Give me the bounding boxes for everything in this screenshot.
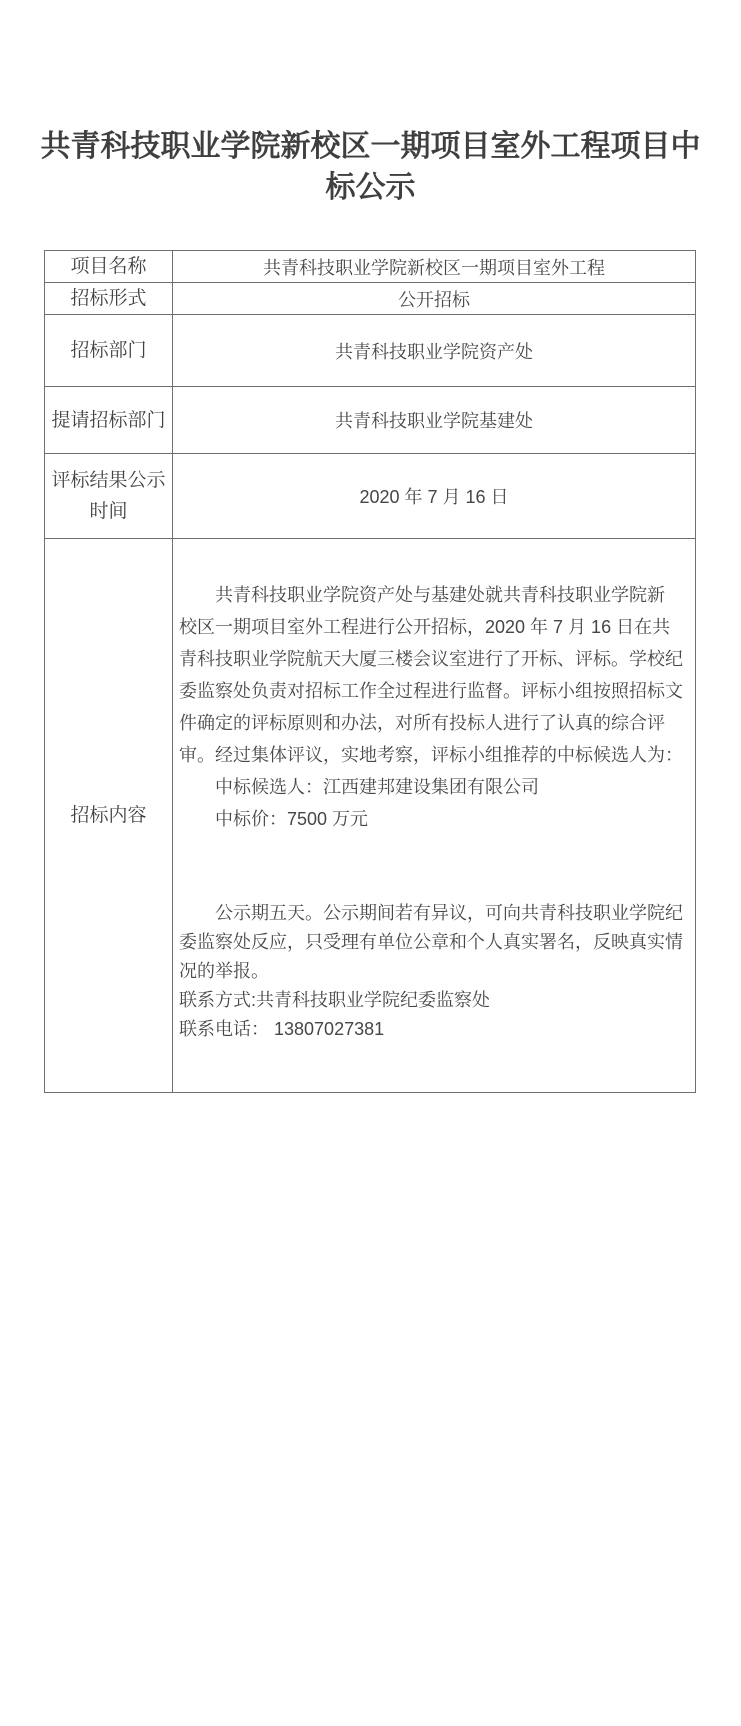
table-row-requesting-department xyxy=(45,387,696,454)
content-line: 委监察处负责对招标工作全过程进行监督。评标小组按照招标文 xyxy=(179,681,683,701)
title-line-1: 共青科技职业学院新校区一期项目室外工程项目中 xyxy=(40,130,701,163)
content-line: 件确定的评标原则和办法，对所有投标人进行了认真的综合评 xyxy=(179,713,665,733)
row-value-bid-form: 公开招标 xyxy=(173,283,696,315)
row-label-result-publicity-time: 评标结果公示时间 xyxy=(45,454,173,539)
table-row-bid-content xyxy=(45,539,696,1093)
blank-space xyxy=(179,835,689,899)
document-page xyxy=(0,126,741,1726)
row-label-bid-department: 招标部门 xyxy=(45,315,173,387)
row-value-result-publicity-time: 2020 年 7 月 16 日 xyxy=(173,454,696,539)
content-line: 委监察处反应，只受理有单位公章和个人真实署名，反映真实情 xyxy=(179,932,683,952)
content-line: 校区一期项目室外工程进行公开招标，2020 年 7 月 16 日在共 xyxy=(179,617,671,637)
row-value-bid-department: 共青科技职业学院资产处 xyxy=(173,315,696,387)
content-line-winner: 中标候选人：江西建邦建设集团有限公司 xyxy=(215,777,539,797)
table-row-bid-department xyxy=(45,315,696,387)
content-line-contact: 联系方式:共青科技职业学院纪委监察处 xyxy=(179,990,490,1010)
table-row-project-name xyxy=(45,251,696,283)
page-title xyxy=(40,126,701,208)
row-value-project-name: 共青科技职业学院新校区一期项目室外工程 xyxy=(173,251,696,283)
content-line: 公示期五天。公示期间若有异议，可向共青科技职业学院纪 xyxy=(215,903,683,923)
row-label-project-name: 项目名称 xyxy=(45,251,173,283)
row-value-requesting-department: 共青科技职业学院基建处 xyxy=(173,387,696,454)
bid-content-cell xyxy=(173,539,696,1093)
announcement-table xyxy=(44,250,696,1093)
content-line: 共青科技职业学院资产处与基建处就共青科技职业学院新 xyxy=(215,585,665,605)
content-line: 况的举报。 xyxy=(179,961,269,981)
content-line-price: 中标价：7500 万元 xyxy=(215,809,369,829)
content-line: 青科技职业学院航天大厦三楼会议室进行了开标、评标。学校纪 xyxy=(179,649,683,669)
title-line-2: 标公示 xyxy=(325,171,416,204)
row-label-bid-content: 招标内容 xyxy=(45,539,173,1093)
row-label-requesting-department: 提请招标部门 xyxy=(45,387,173,454)
content-line-phone: 联系电话： 13807027381 xyxy=(179,1019,385,1039)
table-row-bid-form xyxy=(45,283,696,315)
table-row-result-publicity-time xyxy=(45,454,696,539)
row-label-bid-form: 招标形式 xyxy=(45,283,173,315)
content-line: 审。经过集体评议，实地考察，评标小组推荐的中标候选人为： xyxy=(179,745,683,765)
